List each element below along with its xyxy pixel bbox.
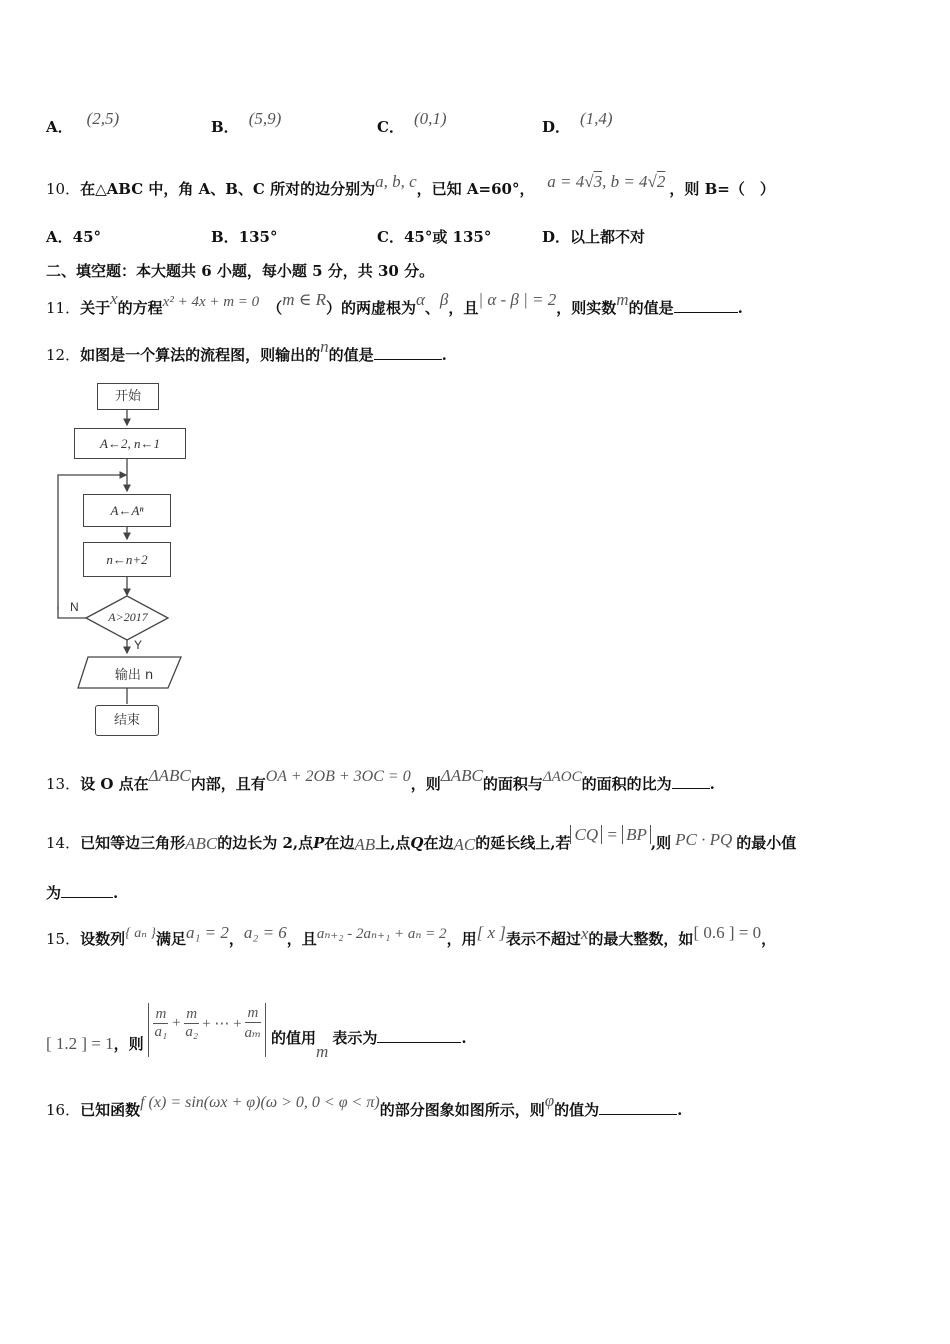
- math-expr: AC: [453, 835, 476, 854]
- question-text: 的值是: [328, 346, 374, 364]
- math-expr: Q: [410, 834, 424, 852]
- math-expr: | α - β | = 2: [478, 290, 557, 309]
- question-text: ，则: [410, 775, 441, 793]
- q10-option-b: [211, 226, 278, 247]
- math-expr: [ 0.6 ] = 0: [693, 923, 762, 942]
- math-expr: n: [320, 337, 329, 356]
- fraction-dots: + ⋯ +: [202, 1016, 242, 1032]
- question-text: 的面积与: [482, 775, 543, 793]
- question-text: 、: [424, 299, 440, 317]
- question-number: 14．: [46, 834, 81, 852]
- question-text: 设数列: [80, 930, 126, 948]
- fraction-numerator: m: [155, 1006, 167, 1022]
- fraction-denominator: a₁: [154, 1024, 168, 1040]
- math-expr: m: [316, 1042, 329, 1061]
- option-value: 以上都不对: [570, 228, 646, 246]
- math-expr: P: [313, 834, 325, 852]
- flow-step-power: A←Aⁿ: [83, 494, 171, 527]
- question-text: 的最大整数，如: [588, 930, 694, 948]
- question-text: 的方程: [117, 299, 163, 317]
- fraction-2: [184, 1006, 199, 1041]
- flow-yes-label: Y: [134, 638, 143, 652]
- question-number: 10．: [46, 180, 81, 198]
- math-expr: a = 4√3, b = 4√2: [547, 172, 666, 191]
- flow-end: 结束: [95, 705, 159, 736]
- flow-init: A←2, n←1: [74, 428, 186, 459]
- option-label: A．: [46, 228, 73, 246]
- math-expr: [570, 825, 650, 844]
- math-expr: aₙ₊₂ - 2aₙ₊₁ + aₙ = 2: [316, 926, 447, 942]
- question-text: 的值用: [271, 1029, 317, 1047]
- fraction-numerator: m: [186, 1006, 198, 1022]
- math-expr: β: [439, 290, 449, 309]
- math-part: 3: [593, 172, 603, 191]
- question-text: ，则: [113, 1035, 144, 1053]
- question-text: 的面积的比为: [581, 775, 672, 793]
- q10-option-c: [377, 226, 491, 247]
- math-expr: ΔABC: [440, 766, 483, 785]
- question-14: [46, 825, 797, 854]
- fraction-1: [153, 1006, 168, 1041]
- question-16: [46, 1091, 683, 1120]
- option-label: D．: [542, 118, 571, 136]
- q10-option-a: [46, 226, 101, 247]
- math-part: , b = 4: [602, 172, 648, 191]
- math-part: =: [606, 825, 618, 844]
- question-text: 关于: [80, 299, 111, 317]
- question-text: 已知等边三角形: [80, 834, 186, 852]
- question-text: ,则: [650, 834, 672, 852]
- question-text: ，则实数: [556, 299, 617, 317]
- answer-blank[interactable]: [674, 298, 738, 313]
- option-value: 45°: [72, 228, 102, 246]
- question-text: 设 O 点在: [80, 775, 149, 793]
- math-expr: [ x ]: [476, 923, 506, 942]
- math-expr: { aₙ }: [125, 926, 156, 941]
- question-text: 表示不超过: [505, 930, 581, 948]
- math-expr: m: [616, 290, 629, 309]
- q9-option-c: [377, 109, 447, 137]
- question-text: ，且: [286, 930, 317, 948]
- question-number: 15．: [46, 930, 81, 948]
- option-label: A．: [46, 118, 73, 136]
- question-number: 16．: [46, 1101, 81, 1119]
- fraction-denominator: a₂: [185, 1024, 199, 1040]
- question-text: 的部分图象如图所示，则: [379, 1101, 545, 1119]
- question-12: [46, 337, 447, 365]
- question-text: 满足: [155, 930, 186, 948]
- question-13: [46, 766, 715, 794]
- math-part: a = 4: [547, 172, 585, 191]
- q9-option-d: [542, 109, 613, 137]
- question-text: 的值是: [628, 299, 674, 317]
- question-text: 上,点: [375, 834, 411, 852]
- math-expr: x: [110, 289, 118, 308]
- answer-blank[interactable]: [374, 345, 442, 360]
- question-text: 在△ABC 中，角 A、B、C 所对的边分别为: [80, 180, 376, 198]
- question-number: 13．: [46, 775, 81, 793]
- question-text: 的延长线上,若: [475, 834, 571, 852]
- q9-option-a: [46, 109, 120, 137]
- math-expr: x: [580, 924, 589, 943]
- question-text: .: [709, 775, 715, 793]
- floor-sum-expression: $\frac{m}{\text{a₁}}$ + $\frac{m}{\text{a₂}}$ + ⋯ + $\frac{m}{\text{aₘ}}$: [148, 1003, 266, 1057]
- question-text: 的最小值: [736, 834, 797, 852]
- option-value: (1,4): [580, 109, 613, 128]
- option-label: B．: [211, 228, 239, 246]
- question-text: （: [267, 299, 283, 317]
- question-number: 12．: [46, 346, 81, 364]
- option-label: D．: [542, 228, 571, 246]
- question-text: ）的两虚根为: [325, 299, 416, 317]
- fraction-m: [245, 1005, 262, 1042]
- question-11: [46, 289, 743, 318]
- option-label: C．: [377, 228, 404, 246]
- math-expr: ABC: [185, 834, 218, 853]
- fraction-numerator: m: [245, 1005, 262, 1023]
- math-expr: α: [415, 290, 425, 309]
- question-14-continued: [46, 882, 118, 903]
- question-text: .: [737, 299, 743, 317]
- option-value: 135°: [238, 228, 278, 246]
- section-heading: 二、填空题：本大题共 6 小题，每小题 5 分，共 30 分。: [46, 262, 435, 280]
- math-expr: a₁ = 2: [186, 923, 229, 942]
- question-text: 如图是一个算法的流程图，则输出的: [80, 346, 321, 364]
- flow-no-label: N: [70, 600, 79, 614]
- question-text: .: [441, 346, 447, 364]
- math-expr: [ 1.2 ] = 1: [46, 1034, 114, 1053]
- math-expr: a₂ = 6: [243, 923, 287, 942]
- question-text: 在边: [423, 834, 454, 852]
- option-label: B．: [211, 118, 239, 136]
- question-text: 已知函数: [80, 1101, 141, 1119]
- question-text: 的边长为 2,点: [217, 834, 314, 852]
- question-text: ，则 B=（ ）: [669, 180, 775, 198]
- answer-blank[interactable]: [377, 1028, 461, 1043]
- question-text: 内部，且有: [190, 775, 266, 793]
- option-value: (5,9): [248, 109, 282, 128]
- math-part: CQ: [570, 825, 602, 844]
- question-text: ，已知 A=60°，: [416, 180, 535, 198]
- flow-condition: A>2017: [108, 610, 148, 624]
- flow-output: 输出 n: [114, 668, 154, 683]
- question-text: ，用: [446, 930, 477, 948]
- q10-option-d: [542, 226, 645, 247]
- answer-blank[interactable]: [672, 774, 710, 789]
- math-expr: ΔAOC: [542, 769, 582, 785]
- math-expr: OA + 2OB + 3OC = 0: [265, 768, 411, 785]
- flow-step-increment: n←n+2: [83, 542, 171, 577]
- math-expr: φ: [544, 1091, 555, 1110]
- q9-option-b: [211, 109, 282, 137]
- option-value: 45°或 135°: [403, 228, 492, 246]
- answer-blank[interactable]: [61, 883, 113, 898]
- math-expr: ΔABC: [148, 766, 191, 785]
- question-15-continued: [46, 1003, 467, 1059]
- option-value: (0,1): [413, 109, 447, 128]
- math-part: 2: [656, 172, 666, 191]
- question-number: 11．: [46, 299, 81, 317]
- fraction-denominator: aₘ: [244, 1025, 262, 1041]
- question-text: 的值为: [554, 1101, 600, 1119]
- math-expr: f (x) = sin(ωx + φ)(ω > 0, 0 < φ < π): [140, 1094, 380, 1111]
- math-expr: PC · PQ: [675, 830, 733, 849]
- question-text: .: [677, 1101, 683, 1119]
- math-expr: AB: [354, 835, 376, 854]
- option-value: (2,5): [86, 109, 120, 128]
- option-label: C．: [377, 118, 404, 136]
- question-10: [46, 172, 775, 199]
- question-text: .: [113, 884, 119, 902]
- question-text: .: [461, 1029, 467, 1047]
- math-expr: a, b, c: [375, 172, 417, 191]
- question-15: [46, 923, 777, 949]
- math-expr: m ∈ R: [282, 290, 326, 309]
- question-text: 为: [46, 884, 62, 902]
- question-text: ，且: [448, 299, 479, 317]
- math-expr: x² + 4x + m = 0: [162, 294, 260, 310]
- math-part: BP: [622, 825, 651, 844]
- question-text: ，: [228, 930, 244, 948]
- question-text: 在边: [324, 834, 355, 852]
- question-text: ，: [761, 930, 777, 948]
- flow-start: 开始: [97, 383, 159, 410]
- answer-blank[interactable]: [599, 1100, 677, 1115]
- question-text: 表示为: [332, 1029, 378, 1047]
- flowchart: [50, 378, 210, 740]
